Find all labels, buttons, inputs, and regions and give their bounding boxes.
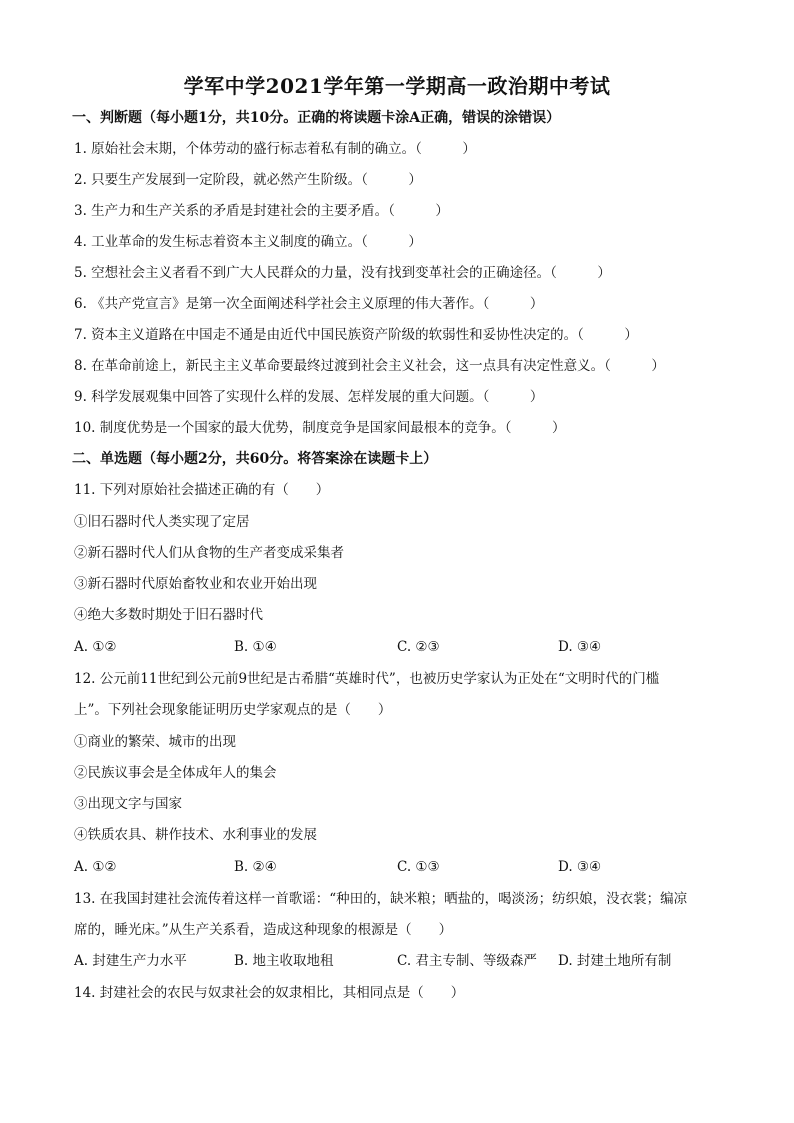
question-11-statement-1: ①旧石器时代人类实现了定居 [74, 514, 250, 530]
question-11-option-a: A. ①② [74, 639, 117, 655]
question-12-option-d: D. ③④ [558, 859, 602, 875]
question-12-option-a: A. ①② [74, 859, 117, 875]
question-12-statement-1: ①商业的繁荣、城市的出现 [74, 734, 236, 750]
question-12-option-b: B. ②④ [234, 859, 277, 875]
question-12-statement-4: ④铁质农具、耕作技术、水利事业的发展 [74, 827, 317, 843]
question-13-option-a: A. 封建生产力水平 [74, 953, 187, 969]
exam-title: 学军中学2021学年第一学期高一政治期中考试 [183, 74, 611, 98]
judge-item-10: 10. 制度优势是一个国家的最大优势，制度竞争是国家间最根本的竞争。（ ） [74, 420, 566, 436]
judge-item-4: 4. 工业革命的发生标志着资本主义制度的确立。（ ） [74, 234, 422, 250]
question-11-option-c: C. ②③ [397, 639, 440, 655]
judge-item-7: 7. 资本主义道路在中国走不通是由近代中国民族资产阶级的软弱性和妥协性决定的。（ ） [74, 327, 638, 343]
judge-item-6: 6. 《共产党宣言》是第一次全面阐述科学社会主义原理的伟大著作。（ ） [74, 296, 544, 312]
judge-item-9: 9. 科学发展观集中回答了实现什么样的发展、怎样发展的重大问题。（ ） [74, 389, 544, 405]
judge-item-8: 8. 在革命前途上，新民主主义革命要最终过渡到社会主义社会，这一点具有决定性意义。（ ） [74, 358, 665, 374]
judge-item-2: 2. 只要生产发展到一定阶段，就必然产生阶级。（ ） [74, 172, 422, 188]
judge-item-5: 5. 空想社会主义者看不到广大人民群众的力量，没有找到变革社会的正确途径。（ ） [74, 265, 611, 281]
question-14-stem: 14. 封建社会的农民与奴隶社会的奴隶相比，其相同点是（ ） [74, 985, 465, 1001]
question-13-option-c: C. 君主专制、等级森严 [397, 953, 537, 969]
question-11-option-b: B. ①④ [234, 639, 277, 655]
question-12-stem-line-1: 12. 公元前11世纪到公元前9世纪是古希腊“英雄时代”，也被历史学家认为正处在“文明时代的门槛 [74, 671, 660, 687]
judge-item-1: 1. 原始社会末期，个体劳动的盛行标志着私有制的确立。（ ） [74, 141, 476, 157]
question-11-stem: 11. 下列对原始社会描述正确的有（ ） [74, 482, 330, 498]
question-12-option-c: C. ①③ [397, 859, 440, 875]
question-11-statement-3: ③新石器时代原始畜牧业和农业开始出现 [74, 576, 317, 592]
question-11-option-d: D. ③④ [558, 639, 602, 655]
question-12-stem-line-2: 上”。下列社会现象能证明历史学家观点的是（ ） [74, 702, 392, 718]
question-13-option-d: D. 封建土地所有制 [558, 953, 672, 969]
question-13-option-b: B. 地主收取地租 [234, 953, 334, 969]
question-13-stem-line-2: 席的，睡光床。”从生产关系看，造成这种现象的根源是（ ） [74, 922, 453, 938]
question-11-statement-2: ②新石器时代人们从食物的生产者变成采集者 [74, 545, 344, 561]
section-2-heading: 二、单选题（每小题2分，共60分。将答案涂在读题卡上） [72, 451, 438, 467]
judge-item-3: 3. 生产力和生产关系的矛盾是封建社会的主要矛盾。（ ） [74, 203, 449, 219]
question-12-statement-2: ②民族议事会是全体成年人的集会 [74, 765, 277, 781]
section-1-heading: 一、判断题（每小题1分，共10分。正确的将读题卡涂A正确，错误的涂错误） [72, 110, 561, 126]
question-12-statement-3: ③出现文字与国家 [74, 796, 182, 812]
question-13-stem-line-1: 13. 在我国封建社会流传着这样一首歌谣：“种田的，缺米粮；晒盐的，喝淡汤；纺织娘，没衣裳；编凉 [74, 891, 688, 907]
question-11-statement-4: ④绝大多数时期处于旧石器时代 [74, 607, 263, 623]
